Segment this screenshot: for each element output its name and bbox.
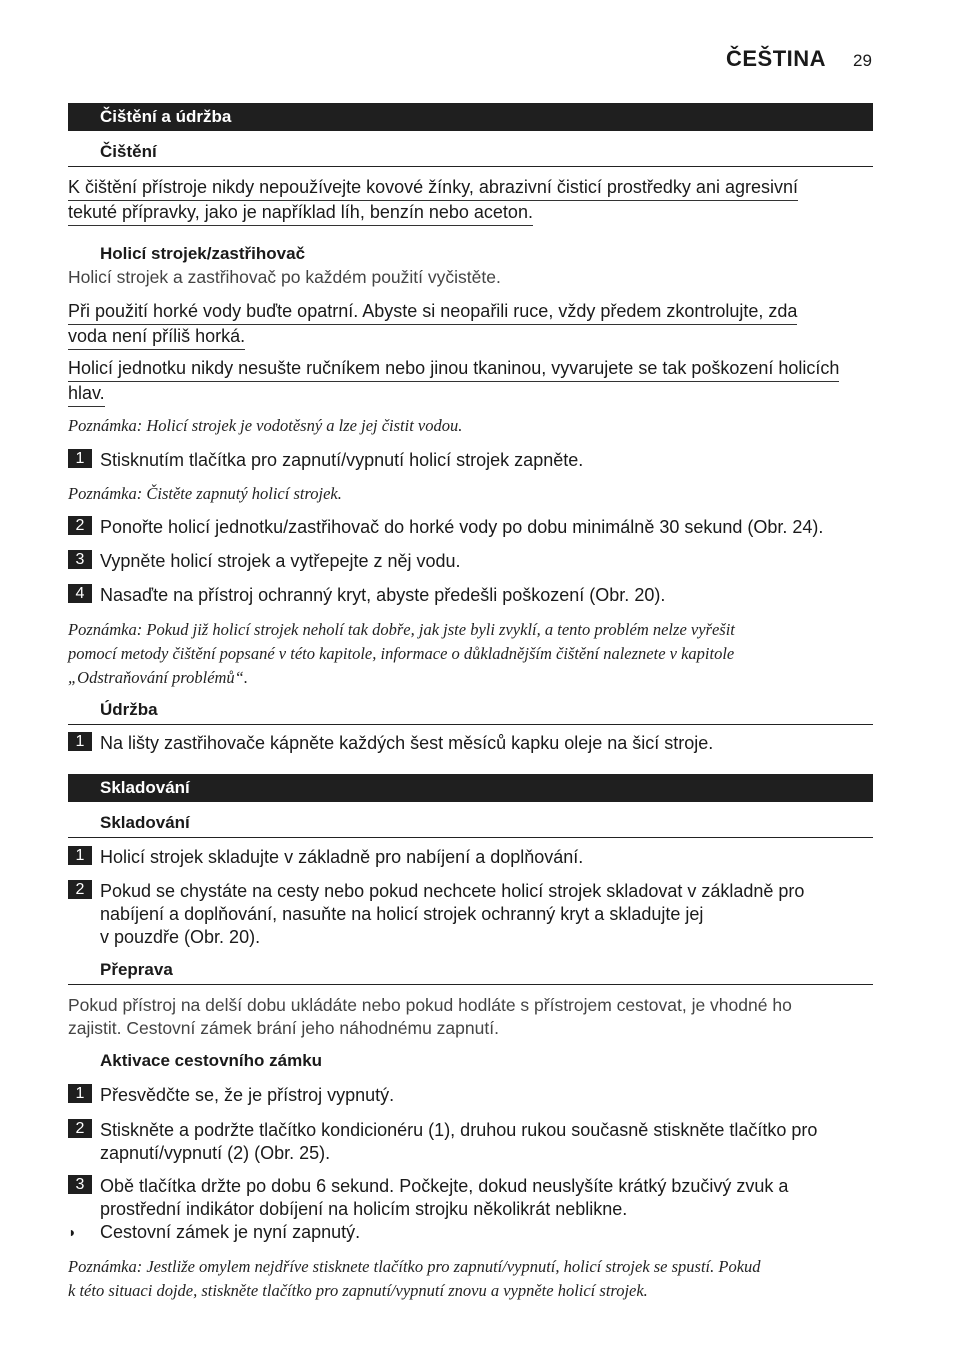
step-text: Přesvědčte se, že je přístroj vypnutý. (100, 1085, 395, 1105)
lock-step-2 (68, 1119, 868, 1165)
result-marker-icon: ◗ (68, 1224, 77, 1240)
subheading-storage (68, 810, 873, 838)
subheading-maintenance (68, 697, 873, 725)
warning-line: voda není příliš horká. (68, 325, 245, 350)
note-troubleshooting (68, 618, 868, 690)
step-line: v pouzdře (Obr. 20). (100, 927, 261, 947)
heading-shaver-trimmer: Holicí strojek/zastřihovač (100, 244, 306, 263)
section-band-cleaning-maintenance (68, 103, 873, 131)
step-line: zapnutí/vypnutí (2) (Obr. 25). (100, 1143, 331, 1163)
step-number: 2 (68, 1119, 92, 1138)
language-heading: ČEŠTINA (726, 46, 827, 71)
step-text (100, 880, 868, 949)
note-line: k této situaci dojde, stiskněte tlačítko pro zapnutí/vypnutí znovu a vypněte holicí strojek. (68, 1281, 648, 1300)
section-title: Čištění a údržba (100, 107, 232, 126)
storage-step-1 (68, 846, 868, 869)
note-lock (68, 1255, 868, 1303)
warning-hot-water (68, 300, 797, 350)
warning-line: hlav. (68, 382, 105, 407)
step-line: Pokud se chystáte na cesty nebo pokud nechcete holicí strojek skladovat v základně pro (100, 881, 805, 901)
subheading-label: Údržba (100, 700, 158, 719)
step-number: 3 (68, 1175, 92, 1194)
note-waterproof: Poznámka: Holicí strojek je vodotěsný a lze jej čistit vodou. (68, 416, 463, 435)
text-line: Pokud přístroj na delší dobu ukládáte nebo pokud hodláte s přístrojem cestovat, je vhodné ho (68, 995, 792, 1015)
subheading-cleaning (68, 139, 873, 167)
warning-line: tekuté přípravky, jako je například líh, benzín nebo aceton. (68, 201, 533, 226)
step-3-shake (68, 550, 868, 573)
text-transport (68, 994, 878, 1040)
step-number: 4 (68, 584, 92, 603)
warning-cleaning-agents (68, 176, 798, 226)
step-text: Stisknutím tlačítka pro zapnutí/vypnutí holicí strojek zapněte. (100, 450, 584, 470)
note-line: Poznámka: Pokud již holicí strojek neholí tak dobře, jak jste byli zvyklí, a tento problém nelze vyřešit (68, 620, 735, 639)
step-2-immerse (68, 516, 868, 539)
heading-travel-lock: Aktivace cestovního zámku (100, 1051, 323, 1070)
step-line: Stiskněte a podržte tlačítko kondicionéru (1), druhou rukou současně stiskněte tlačítko pro (100, 1120, 818, 1140)
note-line: pomocí metody čištění popsané v této kapitole, informace o důkladnějším čištění naleznete v kapitole (68, 644, 735, 663)
step-text (100, 1119, 868, 1165)
subheading-transport (68, 957, 873, 985)
step-line: Obě tlačítka držte po dobu 6 sekund. Počkejte, dokud neuslyšíte krátký bzučivý zvuk a (100, 1176, 789, 1196)
warning-line: K čištění přístroje nikdy nepoužívejte kovové žínky, abrazivní čisticí prostředky ani agresivní (68, 176, 798, 201)
step-number: 2 (68, 880, 92, 899)
step-number: 1 (68, 1084, 92, 1103)
step-text: Holicí strojek skladujte v základně pro nabíjení a doplňování. (100, 847, 584, 867)
step-number: 1 (68, 449, 92, 468)
note-line: „Odstraňování problémů“. (68, 668, 248, 687)
step-text: Ponořte holicí jednotku/zastřihovač do horké vody po dobu minimálně 30 sekund (Obr. 24). (100, 517, 824, 537)
lock-step-3 (68, 1175, 868, 1221)
section-band-storage (68, 774, 873, 802)
storage-step-2 (68, 880, 868, 949)
section-title: Skladování (100, 778, 190, 797)
page-number: 29 (853, 51, 872, 70)
step-line: nabíjení a doplňování, nasuňte na holicí strojek ochranný kryt a skladujte jej (100, 904, 704, 924)
step-text: Vypněte holicí strojek a vytřepejte z něj vodu. (100, 551, 461, 571)
step-text (100, 1175, 868, 1221)
warning-line: Při použití horké vody buďte opatrní. Abyste si neopařili ruce, vždy předem zkontrolujte, zda (68, 300, 797, 325)
lock-step-1 (68, 1084, 868, 1107)
step-1-switch-on (68, 449, 868, 472)
subheading-label: Přeprava (100, 960, 173, 979)
step-line: prostřední indikátor dobíjení na holicím strojku několikrát neblikne. (100, 1199, 628, 1219)
step-number: 1 (68, 846, 92, 865)
step-number: 3 (68, 550, 92, 569)
maintenance-step-1 (68, 732, 868, 755)
step-4-cap (68, 584, 868, 607)
note-line: Poznámka: Jestliže omylem nejdříve stisknete tlačítko pro zapnutí/vypnutí, holicí strojek se spustí. Pokud (68, 1257, 761, 1276)
text-shaver-clean: Holicí strojek a zastřihovač po každém použití vyčistěte. (68, 267, 501, 287)
warning-towel (68, 357, 839, 407)
step-number: 2 (68, 516, 92, 535)
result-text: Cestovní zámek je nyní zapnutý. (100, 1222, 361, 1242)
note-switched-on: Poznámka: Čistěte zapnutý holicí strojek. (68, 484, 342, 503)
text-line: zajistit. Cestovní zámek brání jeho náhodnému zapnutí. (68, 1018, 499, 1038)
step-text: Na lišty zastřihovače kápněte každých šest měsíců kapku oleje na šicí stroje. (100, 733, 714, 753)
subheading-label: Skladování (100, 813, 190, 832)
warning-line: Holicí jednotku nikdy nesušte ručníkem nebo jinou tkaninou, vyvarujete se tak poškození holicích (68, 357, 839, 382)
step-number: 1 (68, 732, 92, 751)
subheading-label: Čištění (100, 142, 157, 161)
lock-result (68, 1221, 360, 1244)
step-text: Nasaďte na přístroj ochranný kryt, abyste předešli poškození (Obr. 20). (100, 585, 666, 605)
